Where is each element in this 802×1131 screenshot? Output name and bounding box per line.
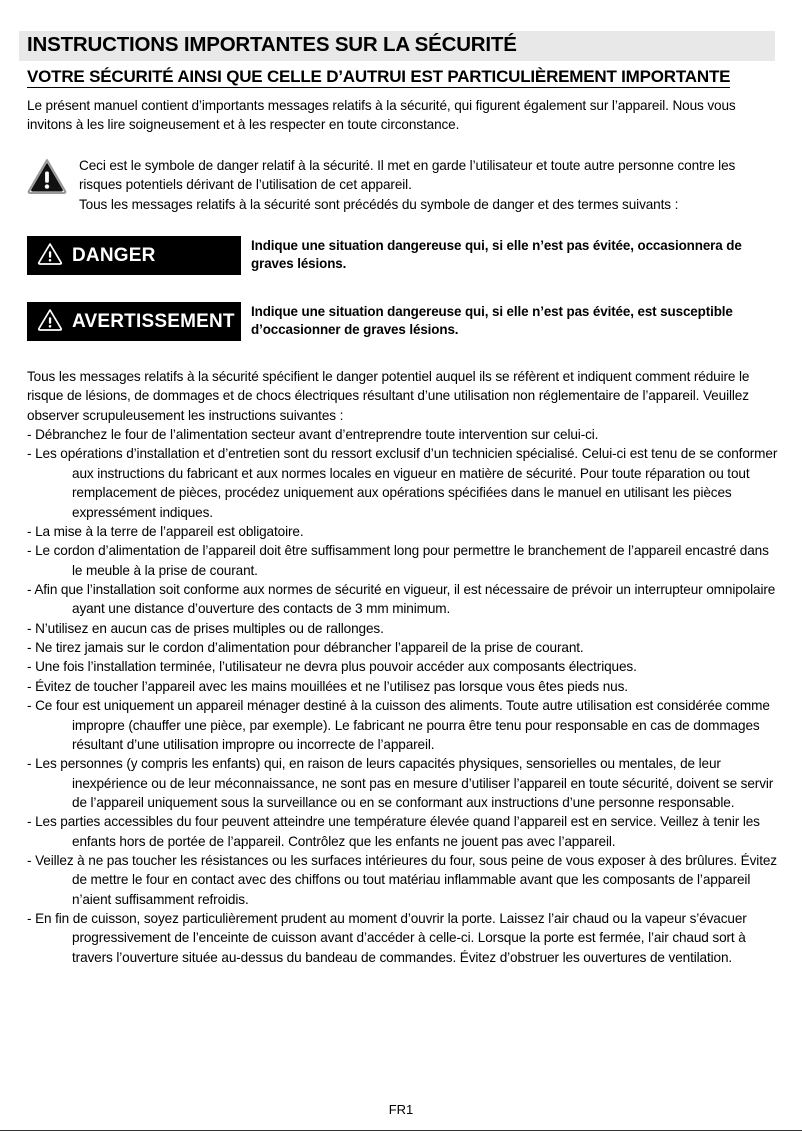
instruction-item: - Le cordon d’alimentation de l’appareil doit être suffisamment long pour permettre le branchement de l’appareil encastré dans le meuble à la prise de courant. [27, 543, 769, 578]
instruction-item: - Les parties accessibles du four peuvent atteindre une température élevée quand l’appareil est en service. Veillez à tenir les enfants hors de portée de l’appareil. Contrôlez que les enfants ne jouent pas avec l’appareil. [27, 814, 760, 849]
symbol-explanation-line-2: Tous les messages relatifs à la sécurité sont précédés du symbole de danger et des termes suivants : [79, 196, 679, 212]
instruction-item: - N’utilisez en aucun cas de prises multiples ou de rallonges. [27, 620, 384, 636]
page-title-band [19, 31, 775, 61]
page-footer: FR1 [388, 1102, 414, 1117]
instruction-item: - Ne tirez jamais sur le cordon d’alimentation pour débrancher l’appareil de la prise de courant. [27, 640, 584, 656]
instruction-item: - Une fois l’installation terminée, l’utilisateur ne devra plus pouvoir accéder aux composants électriques. [27, 659, 637, 675]
instruction-item: - Les opérations d’installation et d’entretien sont du ressort exclusif d’un technicien spécialisé. Celui-ci est tenu de se conformer aux instructions du fabricant et aux normes locales en vigueur en matière de sécurité. Pour toute réparation ou tout remplacement de pièces, procédez uniquement aux opérations spécifiées dans le manuel en utilisant les pièces expressément indiques. [27, 446, 778, 520]
symbol-explanation-text [79, 156, 777, 214]
signal-word-danger-label: DANGER [72, 245, 156, 267]
symbol-explanation-block [27, 156, 777, 214]
instructions-lead-paragraph: Tous les messages relatifs à la sécurité spécifient le danger potentiel auquel ils se réfèrent et indiquent comment réduire le risque de lésions, de dommages et de chocs électriques résultant d’une utilisation non réglementaire de l’appareil. Veuillez observer scrupuleusement les instructions suivantes : [27, 369, 750, 423]
instruction-item: - Débranchez le four de l’alimentation secteur avant d’entreprendre toute intervention sur celui-ci. [27, 427, 599, 443]
signal-row-danger [27, 236, 777, 275]
signal-word-avertissement-label: AVERTISSEMENT [72, 311, 235, 333]
page-content [19, 0, 777, 967]
page-subtitle [27, 66, 762, 89]
signal-description-danger: Indique une situation dangereuse qui, si elle n’est pas évitée, occasionnera de graves lésions. [251, 238, 742, 272]
instructions-block [27, 367, 779, 967]
instruction-item: - Ce four est uniquement un appareil ménager destiné à la cuisson des aliments. Toute autre utilisation est considérée comme impropre (chauffer une pièce, par exemple). Le fabricant ne pourra être tenu pour responsable en cas de dommages résultant d’une utilisation impropre ou incorrecte de l’appareil. [27, 698, 770, 752]
page-subtitle-text: VOTRE SÉCURITÉ AINSI QUE CELLE D’AUTRUI EST PARTICULIÈREMENT IMPORTANTE [27, 66, 731, 86]
instruction-item: - Les personnes (y compris les enfants) qui, en raison de leurs capacités physiques, sensorielles ou mentales, de leur inexpérience ou de leur méconnaissance, ne sont pas en mesure d’utiliser l’appareil en toute sécurité, doivent se servir de l’appareil uniquement sous la surveillance ou en se conformant aux instructions d’une personne responsable. [27, 756, 774, 810]
warning-triangle-icon [37, 242, 63, 271]
signal-row-avertissement [27, 302, 777, 341]
signal-description-avertissement: Indique une situation dangereuse qui, si elle n’est pas évitée, est susceptible d’occasionner de graves lésions. [251, 304, 733, 338]
warning-triangle-icon [37, 308, 63, 337]
intro-paragraph: Le présent manuel contient d’importants messages relatifs à la sécurité, qui figurent également sur l’appareil. Nous vous invitons à les lire soigneusement et à les respecter en toute circonstance. [27, 97, 736, 132]
instruction-item: - En fin de cuisson, soyez particulièrement prudent au moment d’ouvrir la porte. Laissez l’air chaud ou la vapeur s’évacuer progressivement de l’enceinte de cuisson avant d’accéder à celle-ci. Lorsque la porte est fermée, l’air chaud sort à travers l’ouverture située au-dessus du bandeau de commandes. Évitez d’obstruer les ouvertures de ventilation. [27, 911, 747, 965]
symbol-explanation-line-1: Ceci est le symbole de danger relatif à la sécurité. Il met en garde l’utilisateur et toute autre personne contre les risques potentiels dérivant de l’utilisation de cet appareil. [79, 158, 736, 193]
instruction-item: - Évitez de toucher l’appareil avec les mains mouillées et ne l’utilisez pas lorsque vous êtes pieds nus. [27, 678, 628, 694]
instruction-item: - Afin que l’installation soit conforme aux normes de sécurité en vigueur, il est nécessaire de prévoir un interrupteur omnipolaire ayant une distance d’ouverture des contacts de 3 mm minimum. [27, 582, 776, 617]
signal-box-avertissement [27, 302, 241, 341]
instruction-item: - La mise à la terre de l’appareil est obligatoire. [27, 523, 304, 539]
page-title: INSTRUCTIONS IMPORTANTES SUR LA SÉCURITÉ [27, 33, 517, 56]
signal-box-danger [27, 236, 241, 275]
warning-triangle-icon [27, 158, 67, 199]
instruction-item: - Veillez à ne pas toucher les résistances ou les surfaces intérieures du four, sous peine de vous exposer à des brûlures. Évitez de mettre le four en contact avec des chiffons ou tout matériau inflammable avant que les composants de l’appareil n’aient suffisamment refroidis. [27, 853, 777, 907]
